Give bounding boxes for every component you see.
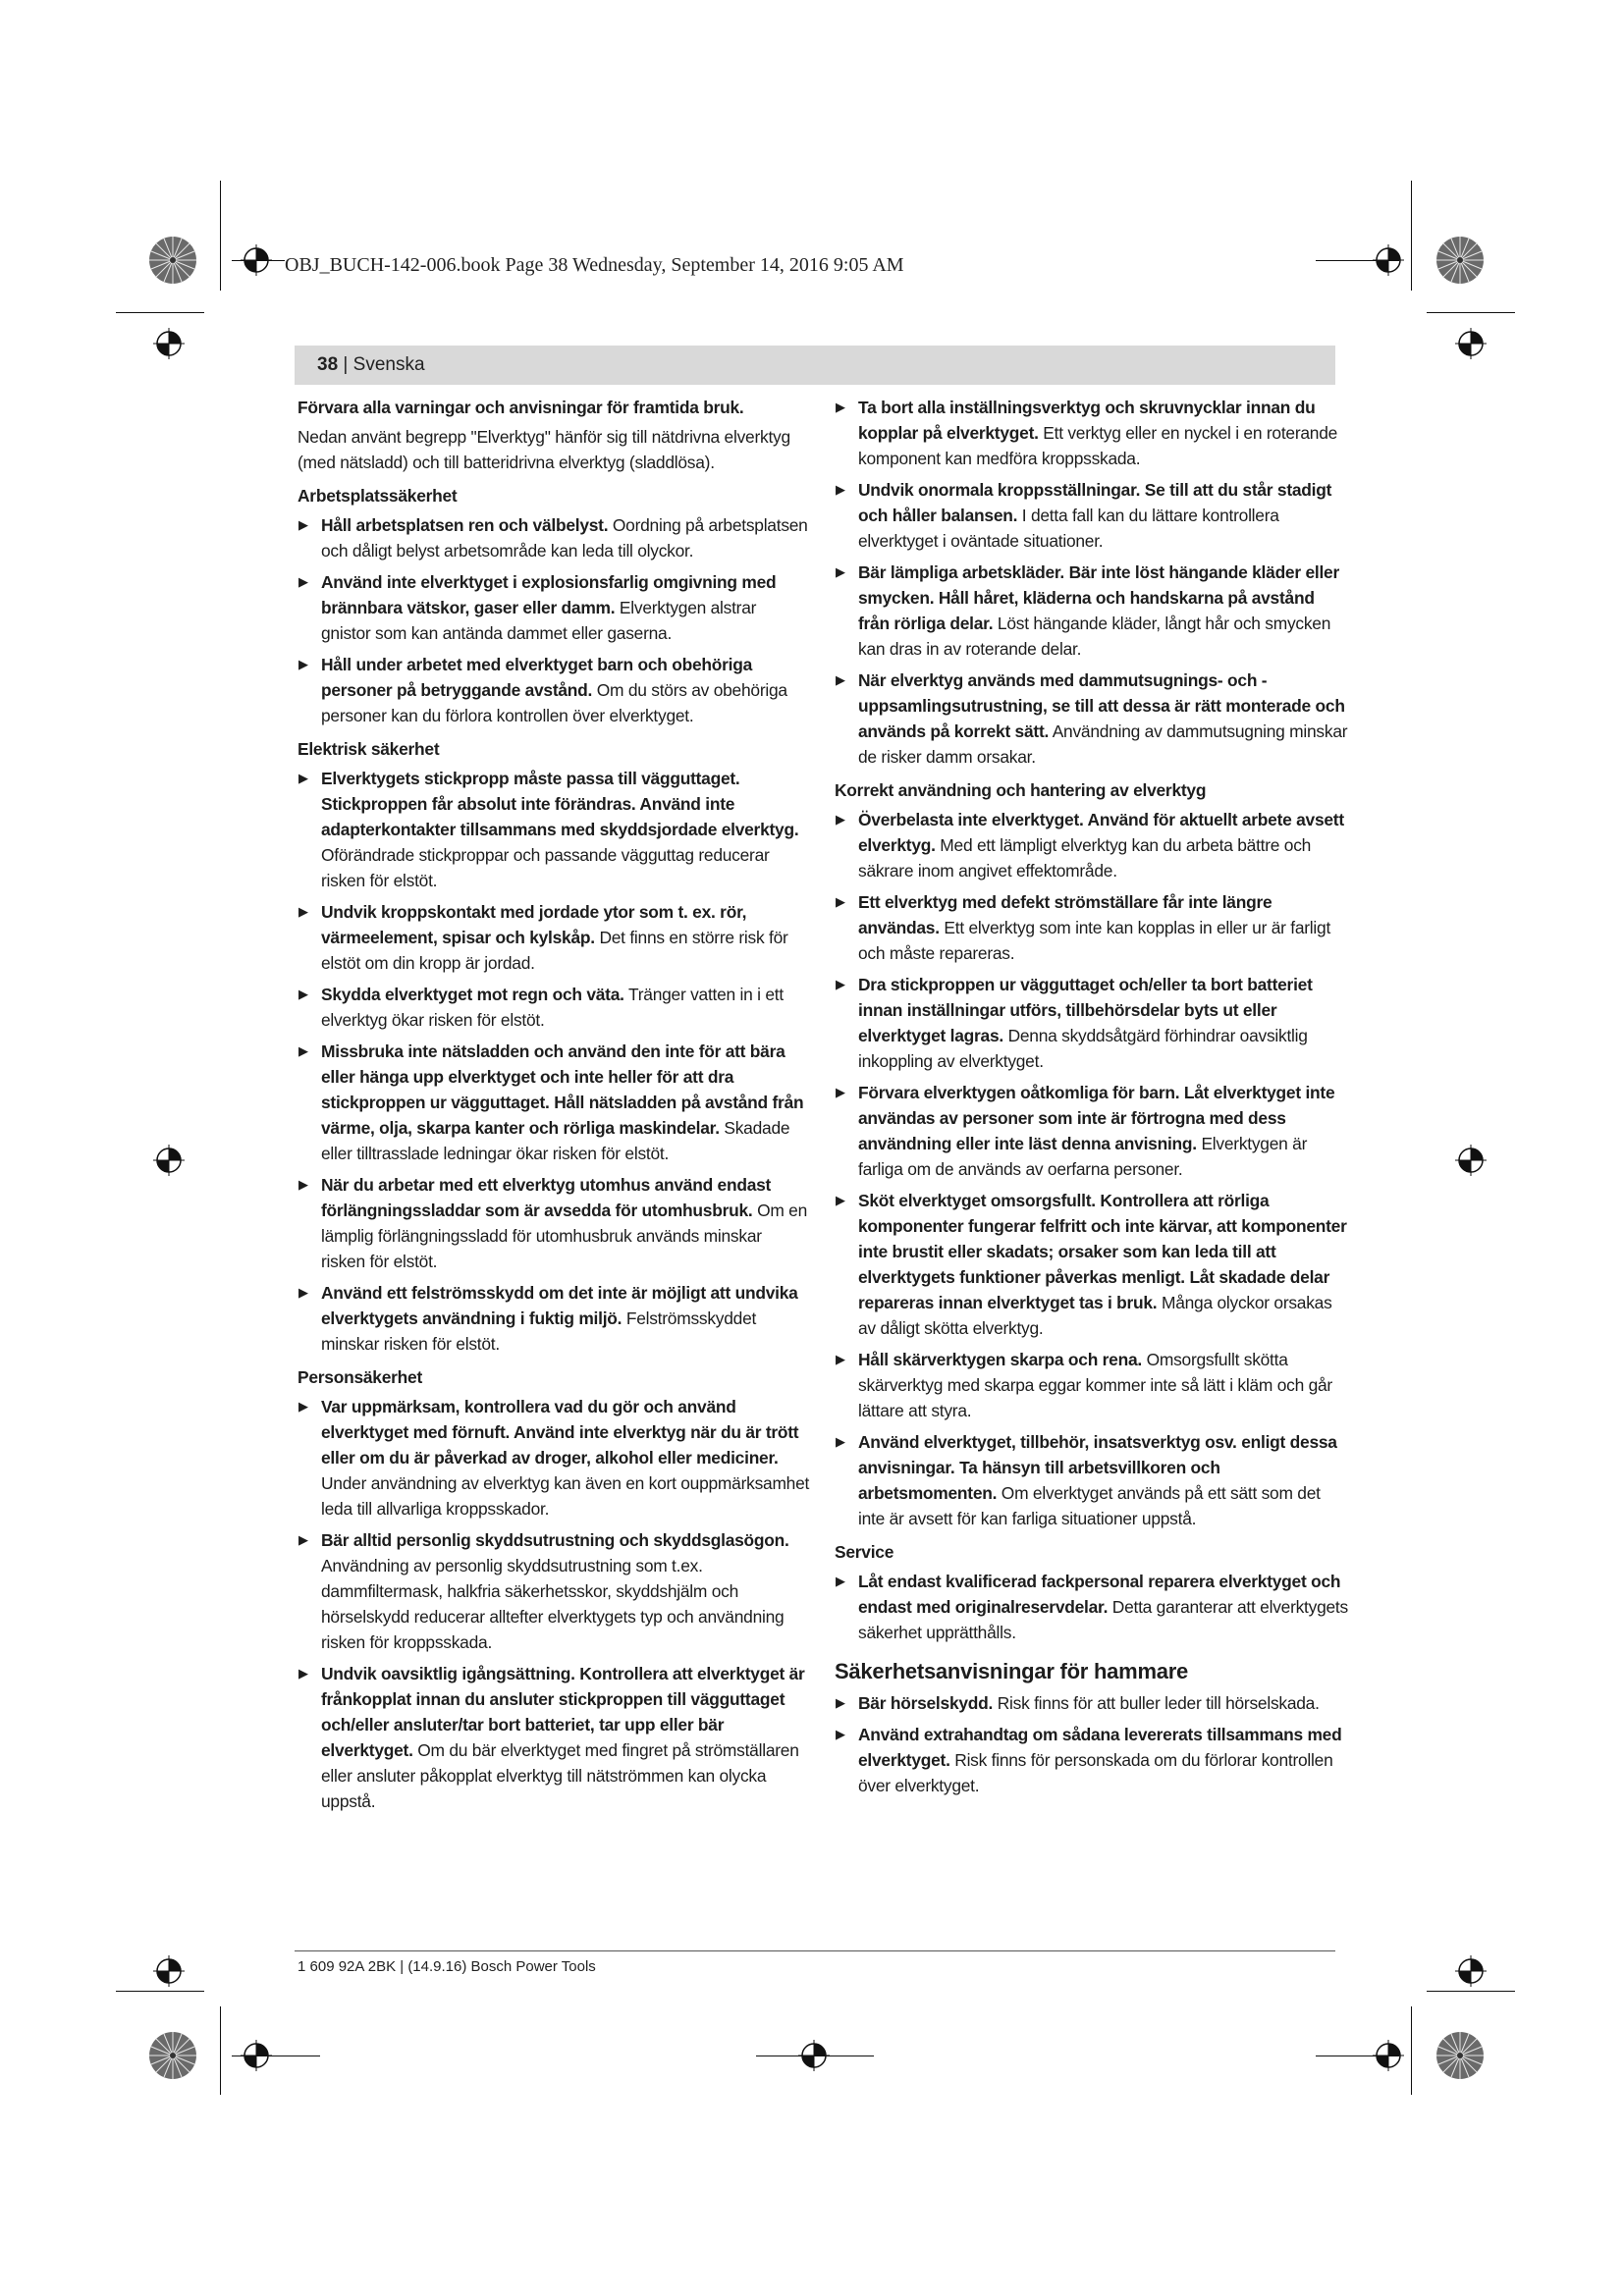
warning-bold: Använd inte elverktyget i explosionsfarlig omgivning med brännbara vätskor, gaser eller damm. — [321, 572, 777, 617]
warning-text: Omsorgsfullt skötta skärverktyg med skarpa eggar kommer inte så lätt i kläm och går lättare att styra. — [858, 1350, 1332, 1420]
warning-text: Skadade eller tilltrasslade ledningar ökar risken för elstöt. — [321, 1118, 790, 1163]
warning-text: I detta fall kan du lättare kontrollera elverktyget i oväntade situationer. — [858, 506, 1279, 551]
warning-bold: Bär hörselskydd. — [858, 1693, 994, 1713]
warning-text: Om elverktyget används på ett sätt som det inte är avsett för kan farliga situationer uppstå. — [858, 1483, 1321, 1528]
warning-bold: Ta bort alla inställningsverktyg och skruvnycklar innan du kopplar på elverktyget. — [858, 398, 1316, 443]
warning-text: Ett elverktyg som inte kan kopplas in eller ur är farligt och måste repareras. — [858, 918, 1331, 963]
crop-line — [1411, 181, 1412, 291]
page-language: Svenska — [352, 354, 425, 375]
warning-item — [835, 1429, 1350, 1531]
crop-line — [1411, 2006, 1412, 2095]
warning-item — [835, 1080, 1350, 1182]
warning-text: Elverktygen alstrar gnistor som kan antända dammet eller gaserna. — [321, 598, 757, 643]
star-target-icon — [1435, 2031, 1485, 2080]
warning-bold: Förvara elverktygen oåtkomliga för barn. Låt elverktyget inte användas av personer som inte är förtrogna med dess användning eller inte läst denna anvisning. — [858, 1083, 1335, 1153]
warning-text: Denna skyddsåtgärd förhindrar oavsiktlig inkoppling av elverktyget. — [858, 1026, 1308, 1071]
registration-mark-icon — [1373, 2040, 1404, 2071]
warning-item — [835, 477, 1350, 554]
warning-item — [835, 889, 1350, 966]
registration-mark-icon — [1455, 1145, 1487, 1176]
warning-text: Risk finns för personskada om du förlorar kontrollen över elverktyget. — [858, 1750, 1333, 1795]
warning-item — [298, 1661, 810, 1814]
warning-item — [298, 982, 810, 1033]
intro-text: Nedan använt begrepp "Elverktyg" hänför sig till nätdrivna elverktyg (med nätsladd) och till batteridrivna elverktyg (sladdlösa). — [298, 427, 790, 472]
warning-text: Risk finns för att buller leder till hörselskada. — [993, 1693, 1320, 1713]
warning-bold: Bär lämpliga arbetskläder. Bär inte löst hängande kläder eller smycken. Håll håret, kläderna och handskarna på avstånd från rörliga delar. — [858, 562, 1339, 633]
warning-bold: Dra stickproppen ur vägguttaget och/eller ta bort batteriet innan inställningar utförs, tillbehörsdelar byts ut eller elverktyget lagras. — [858, 975, 1313, 1045]
warning-bold: Undvik onormala kroppsställningar. Se till att du står stadigt och håller balansen. — [858, 480, 1332, 525]
warning-bold: Använd extrahandtag om sådana levererats tillsammans med elverktyget. — [858, 1725, 1342, 1770]
warning-item — [835, 972, 1350, 1074]
warning-item — [298, 1394, 810, 1522]
warning-bold: Håll arbetsplatsen ren och välbelyst. — [321, 515, 609, 535]
warning-item — [298, 899, 810, 976]
registration-mark-icon — [153, 1955, 185, 1987]
warning-item — [298, 512, 810, 563]
warning-item — [835, 807, 1350, 883]
warning-text: Om du bär elverktyget med fingret på strömställaren eller ansluter påkopplat elverktyg till nätströmmen kan olycka uppstå. — [321, 1740, 799, 1811]
section-heading: Arbetsplatssäkerhet — [298, 486, 458, 506]
warning-text: Det finns en större risk för elstöt om din kropp är jordad. — [321, 928, 788, 973]
registration-mark-icon — [241, 2040, 272, 2071]
left-column — [298, 395, 810, 1820]
section-heading: Service — [835, 1542, 894, 1562]
warning-text: Under användning av elverktyg kan även en kort ouppmärksamhet leda till allvarliga kroppsskador. — [321, 1473, 810, 1519]
right-column — [835, 395, 1350, 1804]
section-heading: Korrekt användning och hantering av elverktyg — [835, 780, 1207, 800]
warning-bold: Använd ett felströmsskydd om det inte är möjligt att undvika elverktygets användning i fuktig miljö. — [321, 1283, 798, 1328]
star-target-icon — [1435, 236, 1485, 285]
warning-text: Användning av dammutsugning minskar de risker damm orsakar. — [858, 721, 1348, 767]
section-heading: Elektrisk säkerhet — [298, 739, 440, 759]
warning-bold: Håll under arbetet med elverktyget barn och obehöriga personer på betryggande avstånd. — [321, 655, 753, 700]
crop-line — [116, 312, 204, 313]
intro-heading: Förvara alla varningar och anvisningar för framtida bruk. — [298, 398, 744, 417]
warning-item — [835, 560, 1350, 662]
warning-item — [298, 652, 810, 728]
warning-text: Oordning på arbetsplatsen och dåligt belyst arbetsområde kan leda till olyckor. — [321, 515, 808, 561]
star-target-icon — [148, 236, 197, 285]
crop-line — [116, 1991, 204, 1992]
warning-text: Oförändrade stickproppar och passande vägguttag reducerar risken för elstöt. — [321, 845, 770, 890]
warning-item — [835, 1569, 1350, 1645]
warning-item — [835, 1722, 1350, 1798]
warning-text: Tränger vatten in i ett elverktyg ökar risken för elstöt. — [321, 985, 784, 1030]
warning-text: Elverktygen är farliga om de används av oerfarna personer. — [858, 1134, 1308, 1179]
warning-text: Detta garanterar att elverktygets säkerhet upprätthålls. — [858, 1597, 1348, 1642]
file-header: OBJ_BUCH-142-006.book Page 38 Wednesday, September 14, 2016 9:05 AM — [285, 254, 904, 276]
crop-line — [220, 181, 221, 291]
warning-text: Användning av personlig skyddsutrustning som t.ex. dammfiltermask, halkfria säkerhetsskor, skyddshjälm och hörselskydd reducerar alltefter elverktygets typ och användning risken för kroppsskada. — [321, 1556, 785, 1652]
warning-bold: Elverktygets stickpropp måste passa till vägguttaget. Stickproppen får absolut inte förändras. Använd inte adapterkontakter tillsammans med skyddsjordade elverktyg. — [321, 769, 799, 839]
page-header: 38 | Svenska — [317, 354, 425, 375]
warning-bold: Använd elverktyget, tillbehör, insatsverktyg osv. enligt dessa anvisningar. Ta hänsyn till arbetsvillkoren och arbetsmomenten. — [858, 1432, 1337, 1503]
warning-item — [298, 1039, 810, 1166]
warning-item — [835, 1690, 1350, 1716]
warning-bold: Ett elverktyg med defekt strömställare får inte längre användas. — [858, 892, 1272, 937]
warning-text: Om du störs av obehöriga personer kan du förlora kontrollen över elverktyget. — [321, 680, 787, 725]
warning-bold: När elverktyg används med dammutsugnings- och -uppsamlingsutrustning, se till att dessa är rätt monterade och används på korrekt sätt. — [858, 670, 1345, 741]
star-target-icon — [148, 2031, 197, 2080]
registration-mark-icon — [153, 328, 185, 359]
warning-bold: Bär alltid personlig skyddsutrustning och skyddsglasögon. — [321, 1530, 789, 1550]
page-footer: 1 609 92A 2BK | (14.9.16) Bosch Power Tools — [298, 1958, 596, 1975]
warning-text: Många olyckor orsakas av dåligt skötta elverktyg. — [858, 1293, 1332, 1338]
warning-bold: Undvik kroppskontakt med jordade ytor som t. ex. rör, värmeelement, spisar och kylskåp. — [321, 902, 747, 947]
warning-bold: När du arbetar med ett elverktyg utomhus använd endast förlängningssladdar som är avsedda för utomhusbruk. — [321, 1175, 772, 1220]
warning-bold: Sköt elverktyget omsorgsfullt. Kontrollera att rörliga komponenter fungerar felfritt och inte kärvar, att komponenter inte brustit eller skadats; orsaker som kan leda till att elverktygets funktioner påverkas menligt. Låt skadade delar repareras innan elverktyget tas i bruk. — [858, 1191, 1347, 1312]
warning-item — [835, 1347, 1350, 1423]
registration-mark-icon — [153, 1145, 185, 1176]
warning-item — [298, 569, 810, 646]
warning-bold: Skydda elverktyget mot regn och väta. — [321, 985, 624, 1004]
warning-bold: Undvik oavsiktlig igångsättning. Kontrollera att elverktyget är frånkopplat innan du ansluter stickproppen till vägguttaget och/eller ansluter/tar bort batteriet, tar upp eller bär elverktyget. — [321, 1664, 805, 1760]
page-header-band — [295, 346, 1335, 385]
warning-bold: Missbruka inte nätsladden och använd den inte för att bära eller hänga upp elverktyget och inte heller för att dra stickproppen ur vägguttaget. Håll nätsladden på avstånd från värme, olja, skarpa kanter och rörliga maskindelar. — [321, 1041, 804, 1138]
warning-item — [835, 395, 1350, 471]
warning-item — [298, 1280, 810, 1357]
crop-line — [1427, 312, 1515, 313]
warning-bold: Håll skärverktygen skarpa och rena. — [858, 1350, 1142, 1369]
warning-item — [298, 1172, 810, 1274]
warning-item — [298, 1527, 810, 1655]
registration-mark-icon — [1455, 1955, 1487, 1987]
registration-mark-icon — [1373, 244, 1404, 276]
warning-text: Felströmsskyddet minskar risken för elstöt. — [321, 1308, 757, 1354]
registration-mark-icon — [1455, 328, 1487, 359]
warning-text: Ett verktyg eller en nyckel i en roterande komponent kan medföra kroppsskada. — [858, 423, 1338, 468]
warning-bold: Låt endast kvalificerad fackpersonal reparera elverktyget och endast med originalreservdelar. — [858, 1572, 1341, 1617]
warning-item — [298, 766, 810, 893]
warning-text: Om en lämplig förlängningssladd för utomhusbruk används minskar risken för elstöt. — [321, 1201, 808, 1271]
warning-bold: Överbelasta inte elverktyget. Använd för aktuellt arbete avsett elverktyg. — [858, 810, 1344, 855]
warning-item — [835, 667, 1350, 770]
crop-line — [220, 2006, 221, 2095]
crop-line — [1427, 1991, 1515, 1992]
page-number: 38 — [317, 354, 339, 375]
section-heading: Personsäkerhet — [298, 1367, 422, 1387]
warning-text: Med ett lämpligt elverktyg kan du arbeta bättre och säkrare inom angivet effektområde. — [858, 835, 1312, 881]
registration-mark-icon — [798, 2040, 830, 2071]
footer-rule — [295, 1950, 1335, 1951]
warning-item — [835, 1188, 1350, 1341]
warning-bold: Var uppmärksam, kontrollera vad du gör och använd elverktyget med förnuft. Använd inte elverktyg när du är trött eller om du är påverkad av droger, alkohol eller mediciner. — [321, 1397, 799, 1468]
registration-mark-icon — [241, 244, 272, 276]
hammer-section-heading: Säkerhetsanvisningar för hammare — [835, 1659, 1189, 1683]
warning-text: Löst hängande kläder, långt hår och smycken kan dras in av roterande delar. — [858, 614, 1331, 659]
